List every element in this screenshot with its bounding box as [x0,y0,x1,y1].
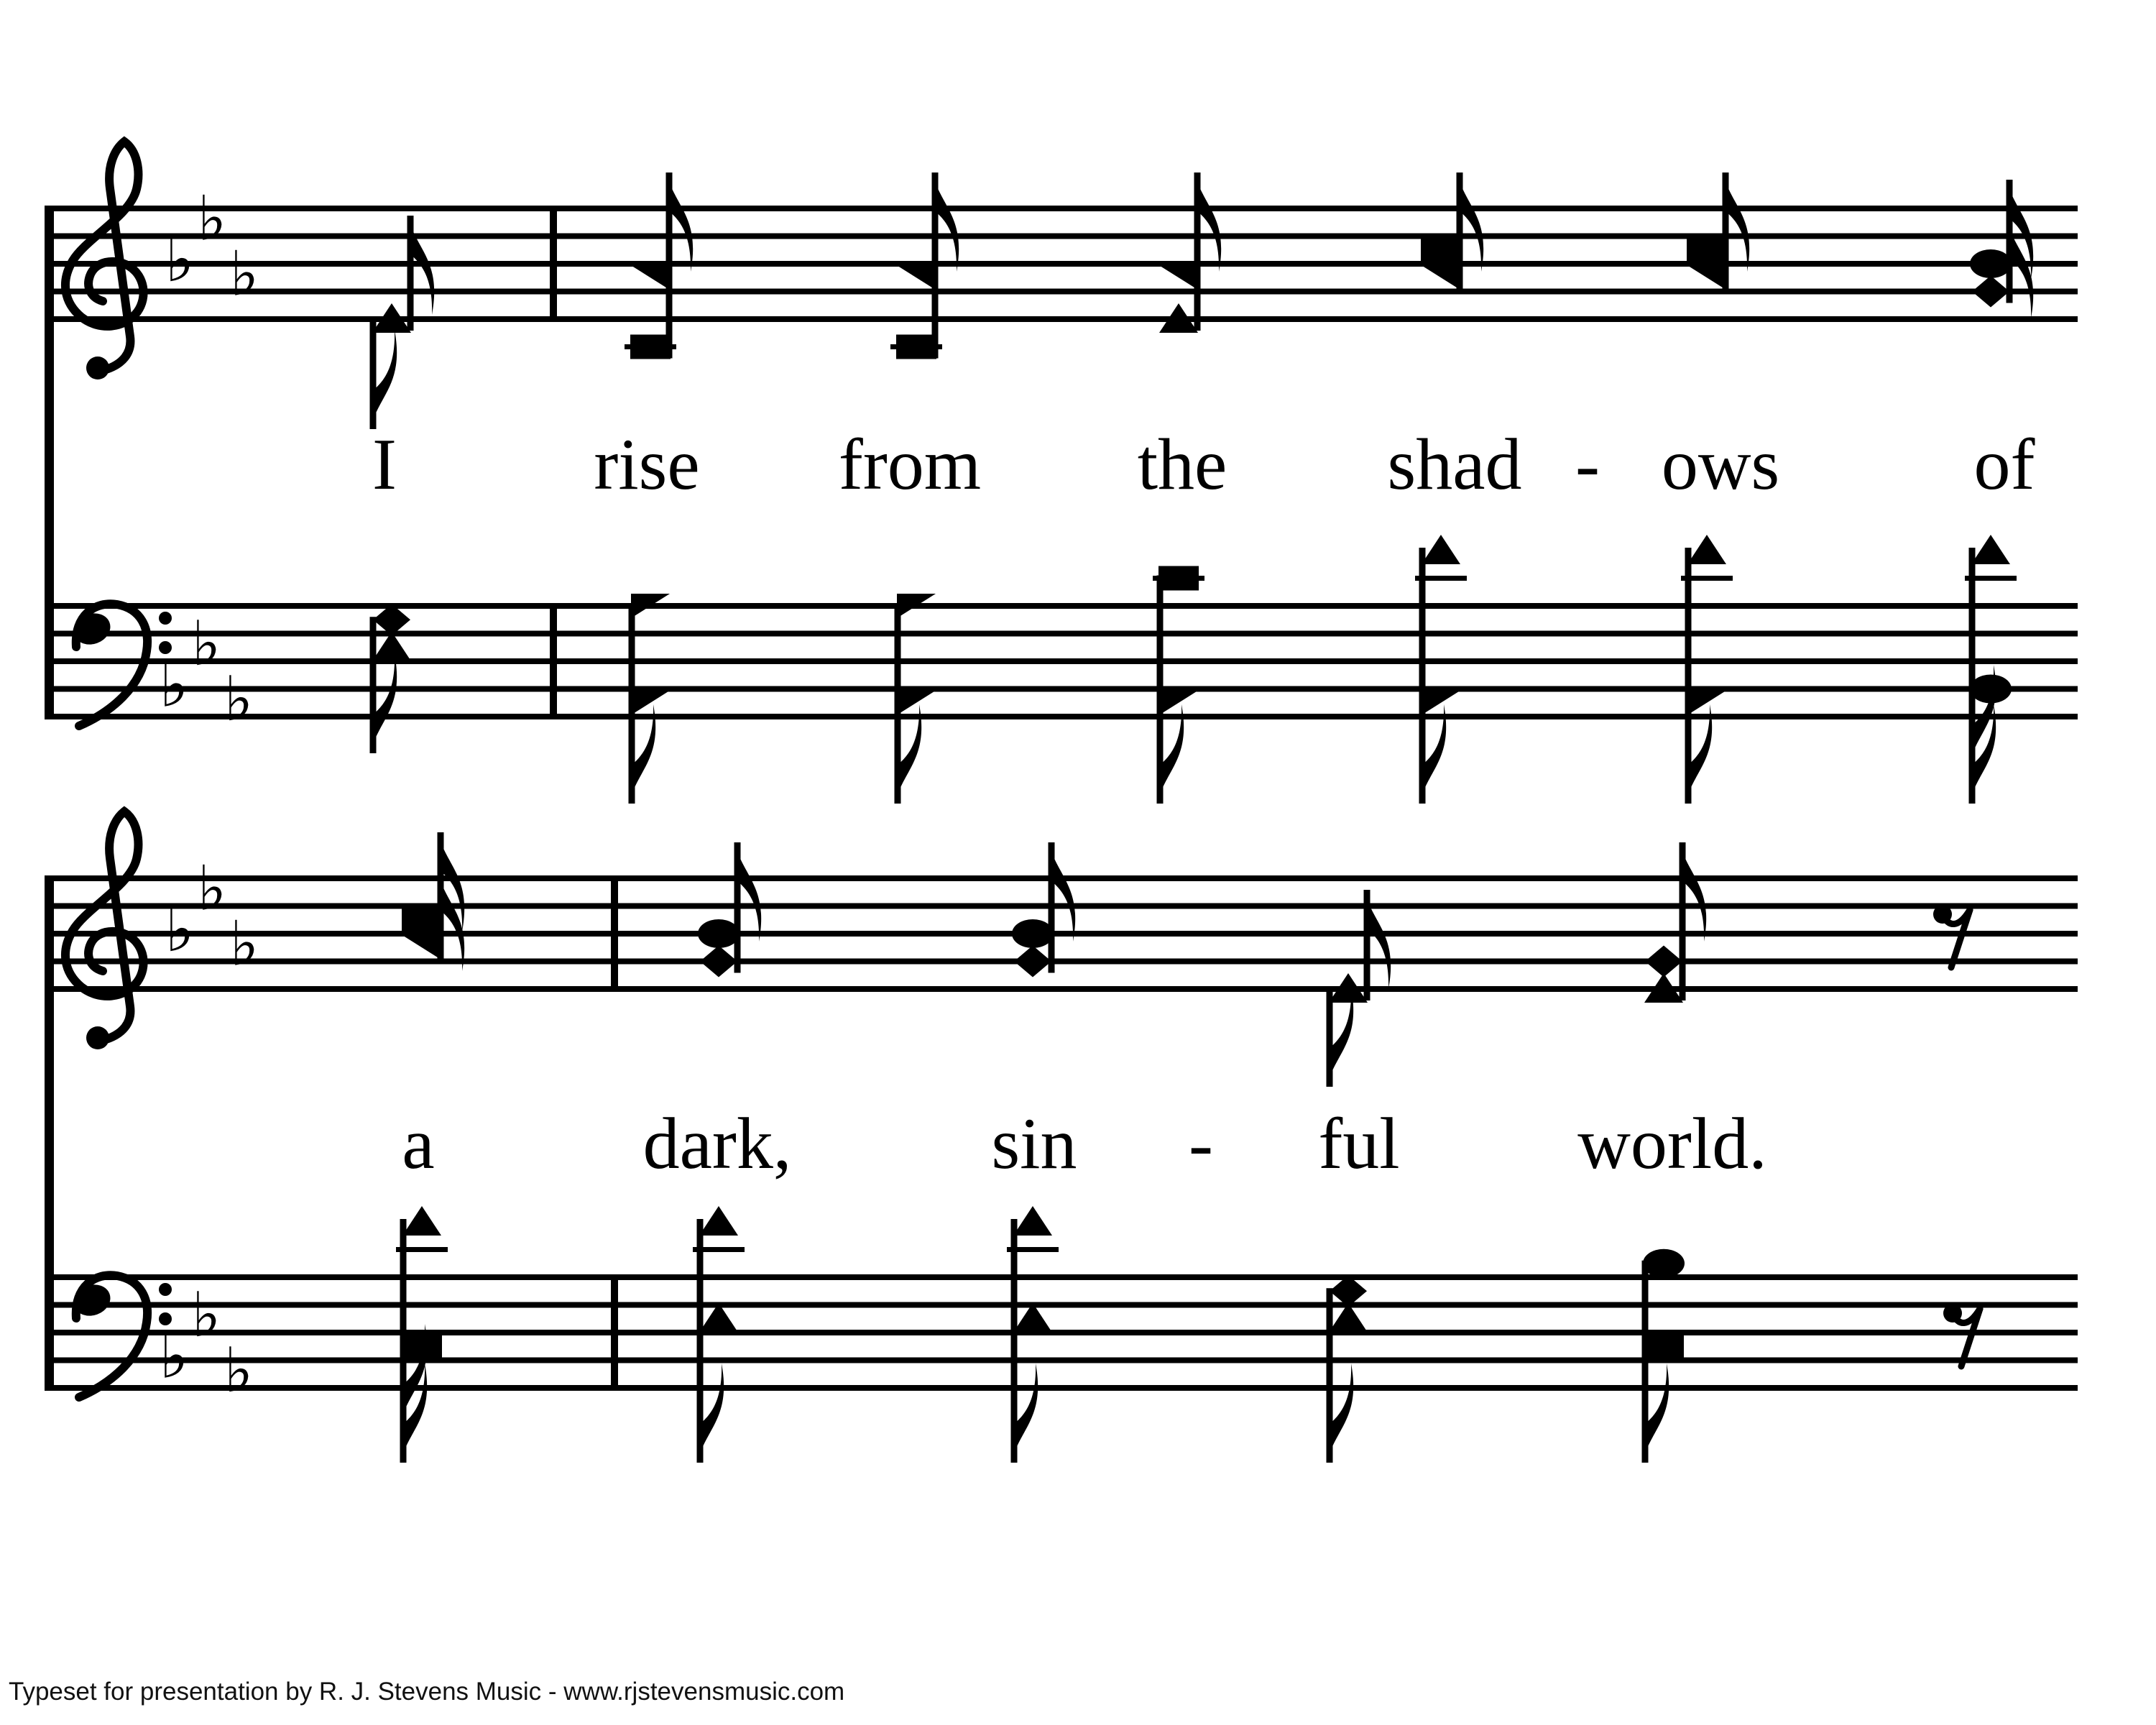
notehead-la [630,335,671,359]
flat-icon: ♭ [165,224,195,296]
notehead-mi [1014,946,1051,978]
notehead-fa [897,265,936,290]
lyric-syllable: dark, [642,1103,792,1184]
notehead-do [402,1206,441,1236]
treble-clef-icon [65,142,144,371]
bass-clef-icon [159,612,172,625]
staff-line [45,658,2078,664]
notehead-do [1971,535,2010,564]
lyric-syllable: I [372,424,397,505]
footer-credit: Typeset for presentation by R. J. Stevens Music - www.rjstevensmusic.com [9,1678,845,1706]
notehead-do [699,1206,738,1236]
treble-clef-icon [65,811,144,1041]
flat-icon: ♭ [197,852,227,925]
lyric-syllable: ful [1318,1103,1400,1184]
notehead-fa [1159,691,1198,715]
notehead-fa [1687,265,1726,290]
staff-line [45,714,2078,719]
flat-icon: ♭ [159,1320,189,1393]
flat-icon: ♭ [165,894,195,966]
notehead-do [1013,1206,1052,1236]
notehead-mi [700,946,737,978]
staff-line [45,686,2078,692]
notehead-sol [698,919,740,948]
lyric-syllable: the [1137,424,1227,505]
lyric-syllable: rise [594,424,700,505]
notehead-fa [1422,265,1460,290]
system-barline [45,875,54,1391]
staff-line [45,931,2078,937]
notehead-fa [631,265,670,290]
barline [550,603,557,719]
treble-clef-icon [86,356,109,380]
notehead-do [1422,535,1460,564]
flat-icon: ♭ [224,1334,254,1407]
staff-line [45,261,2078,267]
barline [611,1274,618,1391]
notehead-fa [631,691,670,715]
notehead-fa [897,691,936,715]
notehead-sol [1643,1249,1685,1278]
treble-clef-icon [86,1026,109,1049]
notehead-la [1421,238,1461,262]
lyric-syllable: a [402,1103,435,1184]
lyric-syllable: of [1973,424,2035,505]
notehead-fa [1687,691,1726,715]
lyric-syllable: world. [1577,1103,1767,1184]
flat-icon: ♭ [159,649,189,722]
staff-line [45,1274,2078,1280]
lyric-syllable: shad [1387,424,1522,505]
lyric-hyphen: - [1575,424,1600,505]
notehead-fa [402,935,441,960]
staff-line [45,603,2078,609]
notehead-la [896,335,936,359]
flat-icon: ♭ [197,183,227,255]
barline [611,875,618,992]
lyric-hyphen: - [1189,1103,1213,1184]
notehead-fa [1422,691,1460,715]
staff-line [45,1358,2078,1363]
notehead-sol [1970,249,2012,278]
staff-line [45,234,2078,239]
flat-icon: ♭ [191,1279,221,1351]
lyric-syllable: ows [1661,424,1780,505]
notehead-do [1687,535,1726,564]
notehead-fa [1159,265,1198,290]
staff-line [45,1385,2078,1391]
staff-line [45,903,2078,909]
system-barline [45,206,54,719]
notehead-la [1644,1334,1684,1358]
notehead-la [402,908,442,932]
lyric-syllable: from [838,424,982,505]
staff-line [45,206,2078,211]
flat-icon: ♭ [229,908,259,980]
staff-line [45,289,2078,295]
bass-clef-icon [159,1283,172,1296]
barline [550,206,557,322]
staff-line [45,631,2078,637]
staff-line [45,1330,2078,1335]
notehead-la [1158,566,1199,591]
notehead-mi [1645,946,1682,978]
staff-line [45,316,2078,322]
staff-line [45,959,2078,965]
notehead-la [1687,238,1727,262]
lyric-syllable: sin [991,1103,1077,1184]
staff-line [45,1302,2078,1308]
flat-icon: ♭ [191,607,221,680]
staff-line [45,986,2078,992]
flat-icon: ♭ [229,238,259,310]
flat-icon: ♭ [224,663,254,735]
notehead-mi [1972,276,2009,308]
notehead-sol [1012,919,1054,948]
